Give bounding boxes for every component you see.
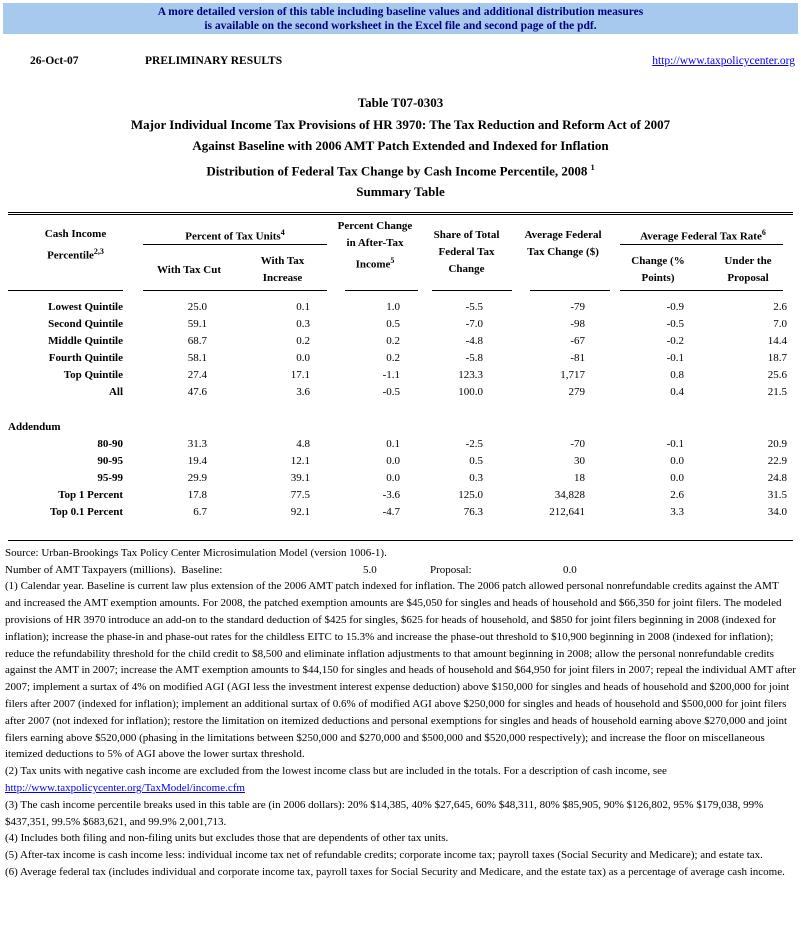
table-row <box>8 487 793 504</box>
table-row <box>8 299 793 316</box>
row-label: 90-95 <box>97 454 123 467</box>
table-title-block <box>0 92 801 203</box>
cell: 25.6 <box>767 368 787 381</box>
cell: 17.1 <box>290 368 310 381</box>
cell: 59.1 <box>187 317 207 330</box>
cell: 29.9 <box>187 471 207 484</box>
footnote-4: (4) Includes both filing and non-filing units but excludes those that are dependents of other tax units. <box>5 832 449 845</box>
cell: 18.7 <box>767 351 787 364</box>
title-line-3: Against Baseline with 2006 AMT Patch Extended and Indexed for Inflation <box>192 138 609 153</box>
distribution-table <box>8 212 793 542</box>
title-footnote-ref: 1 <box>590 162 595 172</box>
cell: 92.1 <box>290 505 310 518</box>
row-label: 95-99 <box>97 471 123 484</box>
cell: 100.0 <box>458 385 483 398</box>
cell: -4.7 <box>382 505 400 518</box>
row-label: Middle Quintile <box>48 334 123 347</box>
cell: 34,828 <box>554 488 585 501</box>
taxpolicycenter-link[interactable]: http://www.taxpolicycenter.org <box>652 55 795 67</box>
cell: -79 <box>570 300 585 313</box>
cell: 0.2 <box>296 334 310 347</box>
col-header-average-federal-tax-change: Average Federal Tax Change ($) <box>524 228 602 258</box>
row-label: Top Quintile <box>63 368 123 381</box>
cell: 0.5 <box>469 454 483 467</box>
cell: 0.0 <box>296 351 310 364</box>
cell: 34.0 <box>767 505 787 518</box>
addendum-heading: Addendum <box>8 420 61 433</box>
cell: -98 <box>570 317 585 330</box>
footnotes <box>5 545 796 881</box>
col-header-rate-change-points: Change (% Points) <box>631 254 685 284</box>
table-row <box>8 436 793 453</box>
amt-proposal-value: 0.0 <box>563 563 577 576</box>
footnote-3: (3) The cash income percentile breaks used in this table are (in 2006 dollars): 20% $14,385, 40% $27,645, 60% $48,311, 80% $85,905, 90% $126,802, 95% $179,038, 99% $437,351, 99.5% $683,621, and 99.9% 2,001,713. <box>5 798 764 828</box>
cell: -1.1 <box>382 368 400 381</box>
group-underline-tax-units <box>143 244 327 245</box>
table-row <box>8 350 793 367</box>
table-row <box>8 333 793 350</box>
footnote-2: (2) Tax units with negative cash income are excluded from the lowest income class but are included in the totals. For a description of cash income, see http://www.taxpolicycenter.org/TaxModel/income.cfm <box>5 763 796 797</box>
cell: 7.0 <box>773 317 787 330</box>
title-line-2: Major Individual Income Tax Provisions of HR 3970: The Tax Reduction and Reform Act of 2007 <box>130 116 671 132</box>
cell: 68.7 <box>187 334 207 347</box>
source-line: Source: Urban-Brookings Tax Policy Center Microsimulation Model (version 1006-1). <box>5 546 387 559</box>
cell: 25.0 <box>187 300 207 313</box>
cell: 31.3 <box>187 437 207 450</box>
table-bottom-rule <box>8 540 793 541</box>
table-row <box>8 367 793 384</box>
cell: -3.6 <box>382 488 400 501</box>
superscript: 4 <box>280 227 285 237</box>
col-header-percent-change-after-tax-income: Percent Change in After-Tax Income$^5$ <box>337 219 413 271</box>
group-underline-tax-rate <box>620 244 783 245</box>
cell: -5.5 <box>465 300 483 313</box>
cell: 17.8 <box>187 488 207 501</box>
cell: -70 <box>570 437 585 450</box>
cell: 3.3 <box>670 505 684 518</box>
table-row <box>8 453 793 470</box>
cell: 18 <box>574 471 585 484</box>
table-top-double-rule <box>8 212 793 215</box>
cell: 47.6 <box>187 385 207 398</box>
cell: 0.0 <box>670 471 684 484</box>
preliminary-results-label: PRELIMINARY RESULTS <box>145 55 283 67</box>
cell: 12.1 <box>290 454 310 467</box>
title-line-4: Distribution of Federal Tax Change by Cash Income Percentile, 2008 $^1$ <box>206 162 595 178</box>
superscript: 2,3 <box>93 246 104 256</box>
footnote-5: (5) After-tax income is cash income less: individual income tax net of refundable credits; corporate income tax; payroll taxes (Social Security and Medicare); and estate tax. <box>5 849 763 862</box>
notice-banner <box>3 3 798 34</box>
date-label: 26-Oct-07 <box>30 55 79 67</box>
row-label: 80-90 <box>97 437 123 450</box>
cell: 0.4 <box>670 385 684 398</box>
cell: 58.1 <box>187 351 207 364</box>
cell: 0.0 <box>386 471 400 484</box>
col-header-cash-income-percentile: Cash Income Percentile$^{2,3}$ <box>44 227 107 262</box>
cell: 2.6 <box>773 300 787 313</box>
header-underline-pct-change <box>345 290 418 291</box>
amt-baseline-value: 5.0 <box>363 563 377 576</box>
cell: 0.8 <box>670 368 684 381</box>
cell: 31.5 <box>767 488 787 501</box>
cell: -5.8 <box>465 351 483 364</box>
col-group-percent-of-tax-units: Percent of Tax Units$^4$ <box>185 227 285 243</box>
cell: 76.3 <box>463 505 483 518</box>
amt-taxpayers-line <box>5 562 796 579</box>
cell: 212,641 <box>549 505 585 518</box>
col-header-with-tax-cut: With Tax Cut <box>157 263 221 276</box>
table-row <box>8 504 793 521</box>
cell: 0.0 <box>386 454 400 467</box>
cell: 279 <box>568 385 585 398</box>
cell: 0.2 <box>386 351 400 364</box>
row-label: Top 1 Percent <box>58 488 123 501</box>
cell: -4.8 <box>465 334 483 347</box>
table-row <box>8 470 793 487</box>
cell: 14.4 <box>767 334 787 347</box>
cell: 123.3 <box>458 368 483 381</box>
table-body <box>8 299 793 521</box>
cell: -0.2 <box>666 334 684 347</box>
title-summary-table: Summary Table <box>356 184 445 200</box>
cell: -0.1 <box>666 437 684 450</box>
amt-proposal-label: Proposal: <box>430 563 472 576</box>
cell: 0.3 <box>469 471 483 484</box>
cell: -81 <box>570 351 585 364</box>
meta-row <box>0 55 801 70</box>
cell: -0.9 <box>666 300 684 313</box>
cell: 39.1 <box>290 471 310 484</box>
cell: -0.5 <box>666 317 684 330</box>
cell: 0.1 <box>296 300 310 313</box>
row-label: Lowest Quintile <box>48 300 123 313</box>
cell: 27.4 <box>187 368 207 381</box>
cell: 77.5 <box>290 488 310 501</box>
table-row <box>8 316 793 333</box>
cell: 19.4 <box>187 454 207 467</box>
cell: 20.9 <box>767 437 787 450</box>
row-label: Top 0.1 Percent <box>49 505 123 518</box>
superscript: 6 <box>761 227 766 237</box>
cell: -0.5 <box>382 385 400 398</box>
cell: 2.6 <box>670 488 684 501</box>
row-label: Fourth Quintile <box>48 351 123 364</box>
cell: -2.5 <box>465 437 483 450</box>
cell: 1.0 <box>386 300 400 313</box>
notice-line-2: is available on the second worksheet in the Excel file and second page of the pdf. <box>204 20 597 32</box>
cell: 4.8 <box>296 437 310 450</box>
col-header-with-tax-increase: With Tax Increase <box>260 254 305 284</box>
cell: 0.5 <box>386 317 400 330</box>
cell: 1,717 <box>560 368 585 381</box>
header-underline-tax-rate <box>620 290 783 291</box>
cell: 21.5 <box>767 385 787 398</box>
notice-line-1: A more detailed version of this table including baseline values and additional distribution measures <box>157 6 644 18</box>
cell: -67 <box>570 334 585 347</box>
cell: 30 <box>574 454 585 467</box>
cell: 0.1 <box>386 437 400 450</box>
superscript: 5 <box>390 255 395 265</box>
cell: 24.8 <box>767 471 787 484</box>
header-underline-share <box>432 290 512 291</box>
cell: -0.1 <box>666 351 684 364</box>
cell: 22.9 <box>767 454 787 467</box>
cell: 0.0 <box>670 454 684 467</box>
col-group-average-federal-tax-rate: Average Federal Tax Rate$^6$ <box>640 227 766 243</box>
table-row <box>8 384 793 401</box>
cell: 125.0 <box>458 488 483 501</box>
amt-label: Number of AMT Taxpayers (millions). Baseline: <box>5 563 223 576</box>
cell: -7.0 <box>465 317 483 330</box>
col-header-rate-under-proposal: Under the Proposal <box>724 254 772 284</box>
cell: 0.2 <box>386 334 400 347</box>
income-definition-link[interactable]: http://www.taxpolicycenter.org/TaxModel/income.cfm <box>5 781 245 794</box>
cell: 3.6 <box>296 385 310 398</box>
row-label: Second Quintile <box>48 317 123 330</box>
footnote-1: (1) Calendar year. Baseline is current law plus extension of the 2006 AMT patch indexed for inflation. The 2006 patch allowed personal nonrefundable credits against the AMT and increased the AMT exemption amounts. For 2008, the patched exemption amounts are $45,050 for singles and heads of household and $66,350 for joint filers. The modeled provisions of HR 3970 introduce an add-on to the standard deduction of $425 for singles, $625 for heads of household, and $850 for joint filers beginning in 2008 (indexed for inflation); increase the phase-in and phase-out rates for the childless EITC to 15.3% and increase the phase-out threshold to $10,900 beginning in 2008 (indexed for inflation); reduce the refundability threshold for the child credit to $8,500 and eliminate inflation adjustments to that amount beginning in 2008; allow the personal nonrefundable credits against the AMT in 2007; increase the AMT exemption amounts to $44,150 for singles and heads of household and $64,950 for joint filers in 2007; repeal the individual AMT after 2007; implement a surtax of 4% on modified AGI (AGI less the investment interest expense deduction) above $150,000 for singles and heads of household and $200,000 for joint filers after 2007 (indexed for inflation); implement an additional surtax of 0.6% of modified AGI above $250,000 for singles and heads of household and $500,000 for joint filers after 2007 (not indexed for inflation); restore the limitation on itemized deductions and personal exemptions for singles and heads of household earning above $270,000 and joint filers earning above $520,000 (phasing in the limitations between $250,000 and $270,000 and $500,000 and $520,000 respectively); and increase the floor on miscellaneous itemized deductions to 5% of AGI above the lower surtax threshold. <box>5 580 796 761</box>
title-table-number: Table T07-0303 <box>357 95 444 110</box>
header-underline-avg-change <box>530 290 610 291</box>
cell: 6.7 <box>193 505 207 518</box>
footnote-6: (6) Average federal tax (includes individual and corporate income tax, payroll taxes for Social Security and Medicare, and the estate tax) as a percentage of average cash income. <box>5 865 785 878</box>
cell: 0.3 <box>296 317 310 330</box>
header-underline-tax-units <box>143 290 327 291</box>
col-header-share-of-total-federal-tax-change: Share of Total Federal Tax Change <box>433 228 500 275</box>
row-label: All <box>108 385 123 398</box>
header-underline-label <box>8 290 123 291</box>
